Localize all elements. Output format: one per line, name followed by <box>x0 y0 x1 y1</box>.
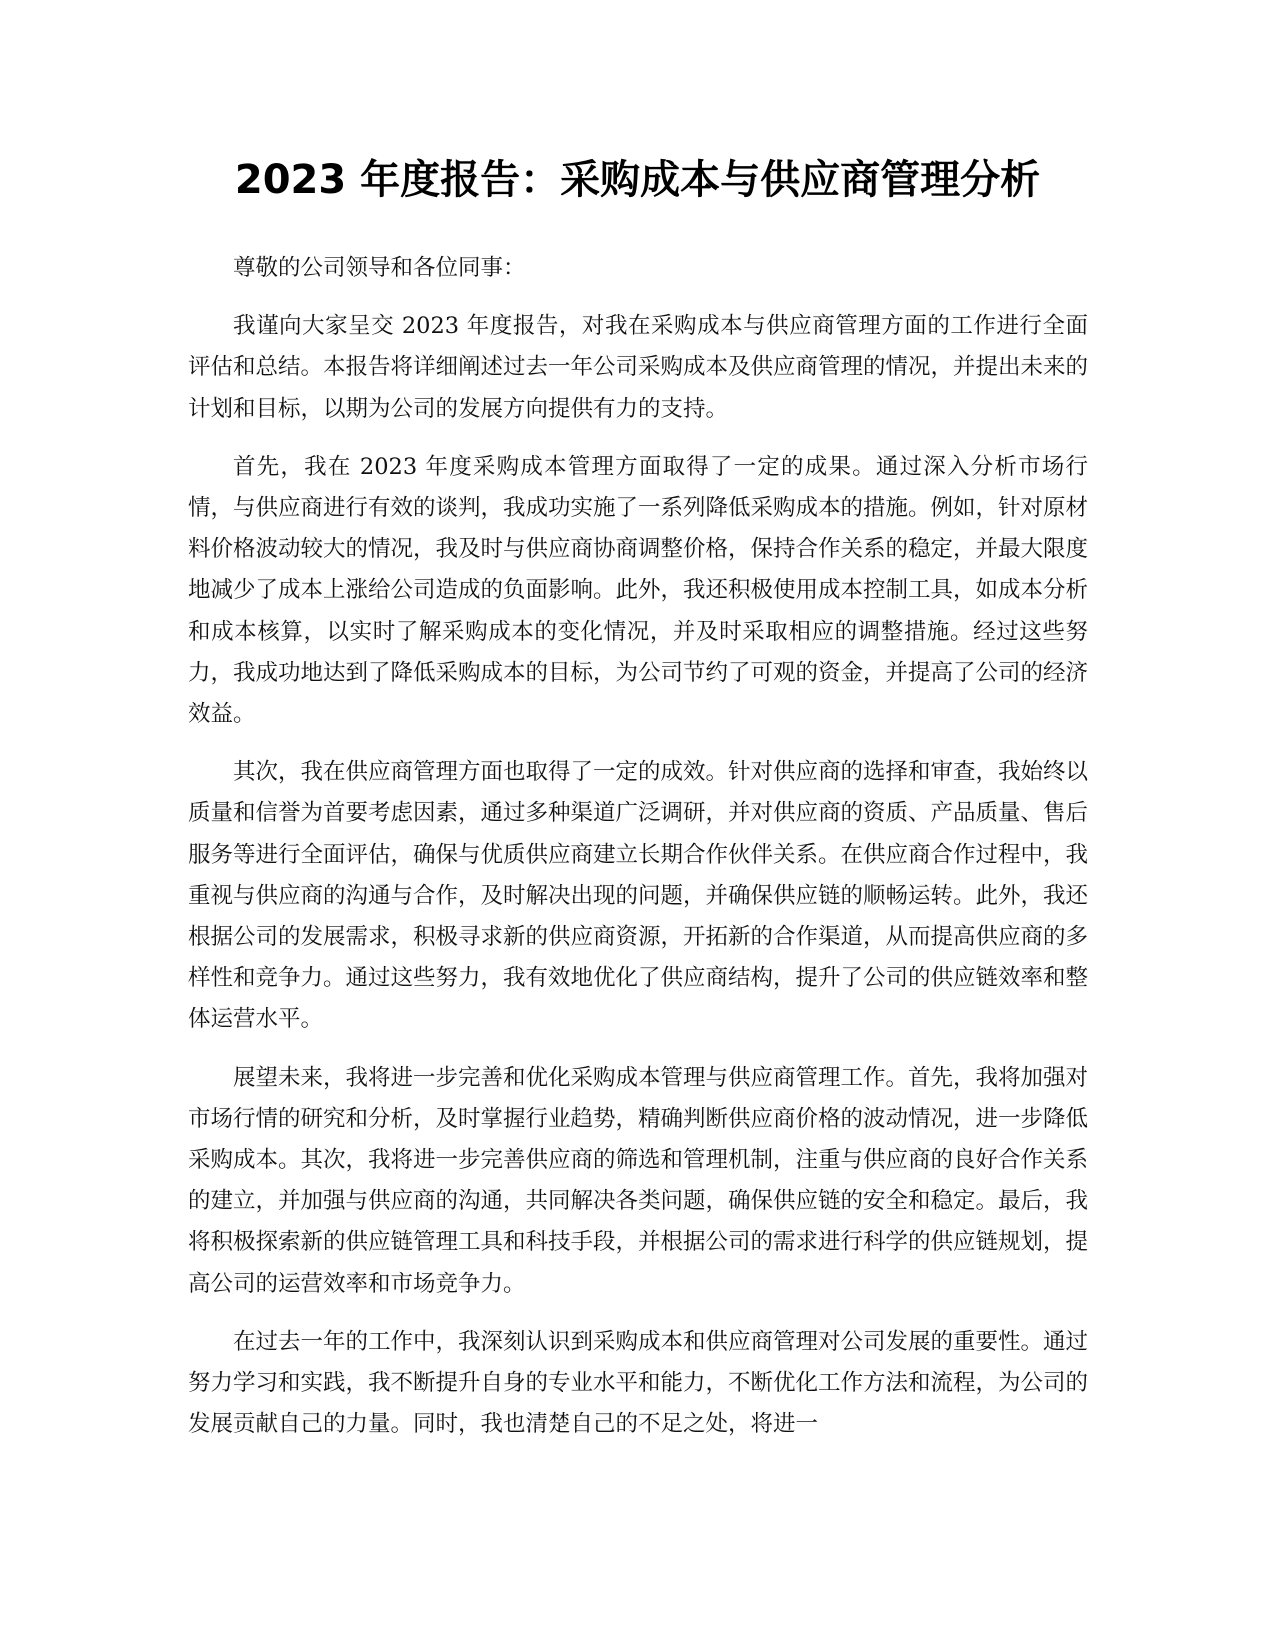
document-title: 2023 年度报告：采购成本与供应商管理分析 <box>234 157 1041 203</box>
cost-management-paragraph: 首先，我在 2023 年度采购成本管理方面取得了一定的成果。通过深入分析市场行情，与供应商进行有效的谈判，我成功实施了一系列降低采购成本的措施。例如，针对原材料价格波动较大的情况，我及时与供应商协商调整价格，保持合作关系的稳定，并最大限度地减少了成本上涨给公司造成的负面影响。此外，我还积极使用成本控制工具，如成本分析和成本核算，以实时了解采购成本的变化情况，并及时采取相应的调整措施。经过这些努力，我成功地达到了降低采购成本的目标，为公司节约了可观的资金，并提高了公司的经济效益。 <box>188 453 1089 728</box>
salutation-paragraph: 尊敬的公司领导和各位同事： <box>233 255 526 281</box>
document-body <box>188 248 1088 1462</box>
supplier-management-paragraph: 其次，我在供应商管理方面也取得了一定的成效。针对供应商的选择和审查，我始终以质量和信誉为首要考虑因素，通过多种渠道广泛调研，并对供应商的资质、产品质量、售后服务等进行全面评估，确保与优质供应商建立长期合作伙伴关系。在供应商合作过程中，我重视与供应商的沟通与合作，及时解决出现的问题，并确保供应链的顺畅运转。此外，我还根据公司的发展需求，积极寻求新的供应商资源，开拓新的合作渠道，从而提高供应商的多样性和竞争力。通过这些努力，我有效地优化了供应商结构，提升了公司的供应链效率和整体运营水平。 <box>188 759 1089 1033</box>
intro-paragraph: 我谨向大家呈交 2023 年度报告，对我在采购成本与供应商管理方面的工作进行全面评估和总结。本报告将详细阐述过去一年公司采购成本及供应商管理的情况，并提出未来的计划和目标，以期为公司的发展方向提供有力的支持。 <box>188 313 1089 422</box>
outlook-paragraph: 展望未来，我将进一步完善和优化采购成本管理与供应商管理工作。首先，我将加强对市场行情的研究和分析，及时掌握行业趋势，精确判断供应商价格的波动情况，进一步降低采购成本。其次，我将进一步完善供应商的筛选和管理机制，注重与供应商的良好合作关系的建立，并加强与供应商的沟通，共同解决各类问题，确保供应链的安全和稳定。最后，我将积极探索新的供应链管理工具和科技手段，并根据公司的需求进行科学的供应链规划，提高公司的运营效率和市场竞争力。 <box>188 1064 1089 1297</box>
reflection-paragraph: 在过去一年的工作中，我深刻认识到采购成本和供应商管理对公司发展的重要性。通过努力学习和实践，我不断提升自身的专业水平和能力，不断优化工作方法和流程，为公司的发展贡献自己的力量。同时，我也清楚自己的不足之处，将进一 <box>188 1328 1089 1438</box>
